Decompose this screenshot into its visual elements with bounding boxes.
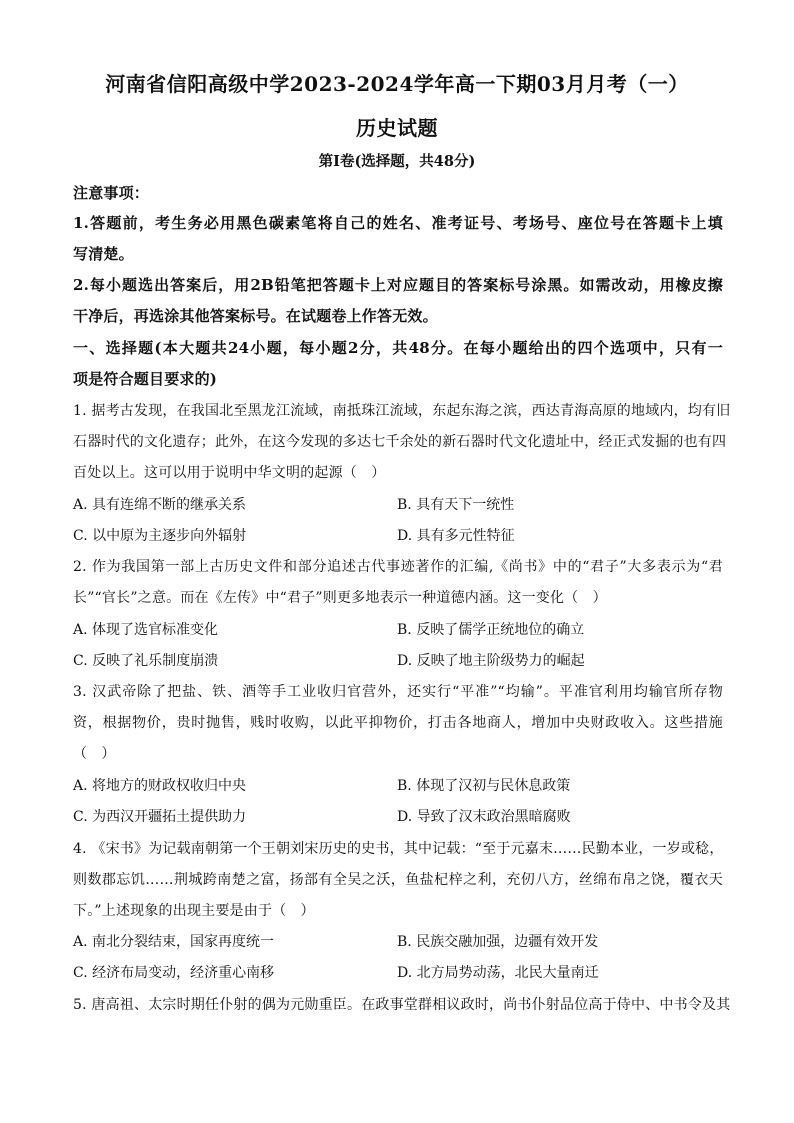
question-2-option-b: B. 反映了儒学正统地位的确立 — [397, 622, 585, 638]
question-1-line-1: 1. 据考古发现，在我国北至黑龙江流域，南抵珠江流域，东起东海之滨，西达青海高原的地域内，均有旧 — [73, 403, 731, 419]
volume-label: 第Ⅰ卷(选择题，共48分) — [318, 153, 476, 170]
question-1-option-a: A. 具有连绵不断的继承关系 — [73, 497, 247, 513]
question-4-line-3: 下。”上述现象的出现主要是由于（ ） — [73, 903, 315, 919]
question-1-option-b: B. 具有天下一统性 — [397, 497, 515, 513]
exam-title: 河南省信阳高级中学2023-2024学年高一下期03月月考（一） — [105, 72, 689, 96]
question-3-option-a: A. 将地方的财政权收归中央 — [73, 778, 247, 794]
question-3-option-c: C. 为西汉开疆拓土提供助力 — [73, 809, 247, 825]
question-4-option-c: C. 经济布局变动，经济重心南移 — [73, 965, 275, 981]
question-4-option-a: A. 南北分裂结束，国家再度统一 — [73, 934, 275, 950]
notes-item-1-line-2: 写清楚。 — [73, 245, 134, 263]
question-4-option-d: D. 北方局势动荡，北民大量南迁 — [397, 965, 599, 981]
exam-subject: 历史试题 — [356, 116, 438, 140]
question-2-option-d: D. 反映了地主阶级势力的崛起 — [397, 653, 585, 669]
question-1-option-c: C. 以中原为主逐步向外辐射 — [73, 528, 247, 544]
question-4-line-2: 则数郡忘饥……荆城跨南楚之富，扬部有全吴之沃，鱼盐杞梓之利，充仞八方，丝绵布帛之饶，覆衣天 — [73, 872, 723, 888]
notes-heading: 注意事项： — [73, 184, 150, 202]
notes-item-2-line-1: 2.每小题选出答案后，用2B铅笔把答题卡上对应题目的答案标号涂黑。如需改动，用橡皮擦 — [73, 276, 723, 294]
section-instruction-line-2: 项是符合题目要求的) — [73, 370, 218, 388]
section-instruction-line-1: 一、选择题(本大题共24小题，每小题2分，共48分。在每小题给出的四个选项中，只有一 — [73, 339, 723, 357]
question-3-option-b: B. 体现了汉初与民休息政策 — [397, 778, 571, 794]
question-1-line-3: 百处以上。这可以用于说明中华文明的起源（ ） — [73, 465, 386, 481]
question-4-option-b: B. 民族交融加强，边疆有效开发 — [397, 934, 599, 950]
question-3-line-1: 3. 汉武帝除了把盐、铁、酒等手工业收归官营外，还实行“平准”“均输”。平准官利用均输官所存物 — [73, 684, 723, 700]
question-1-option-d: D. 具有多元性特征 — [397, 528, 515, 544]
question-5-line-1: 5. 唐高祖、太宗时期任仆射的偶为元勋重臣。在政事堂群相议政时，尚书仆射品位高于侍中、中书令及其 — [73, 997, 731, 1013]
question-3-line-2: 资，根据物价，贵时抛售，贱时收购，以此平抑物价，打击各地商人，增加中央财政收入。这些措施 — [73, 715, 723, 731]
question-3-option-d: D. 导致了汉末政治黑暗腐败 — [397, 809, 571, 825]
question-4-line-1: 4. 《宋书》为记载南朝第一个王朝刘宋历史的史书，其中记载：“至于元嘉末……民勤本业，一岁或稔， — [73, 841, 724, 857]
notes-item-1-line-1: 1.答题前，考生务必用黑色碳素笔将自己的姓名、准考证号、考场号、座位号在答题卡上填 — [73, 214, 723, 232]
question-2-option-a: A. 体现了选官标准变化 — [73, 622, 219, 638]
notes-item-2-line-2: 干净后，再选涂其他答案标号。在试题卷上作答无效。 — [73, 307, 438, 325]
question-2-line-1: 2. 作为我国第一部上古历史文件和部分追述古代事迹著作的汇编,《尚书》中的“君子”大多表示为“君 — [73, 559, 723, 575]
question-3-line-3: （ ） — [73, 746, 116, 762]
question-2-line-2: 长”“官长”之意。而在《左传》中“君子”则更多地表示一种道德内涵。这一变化（ ） — [73, 590, 607, 606]
question-2-option-c: C. 反映了礼乐制度崩溃 — [73, 653, 219, 669]
question-1-line-2: 石器时代的文化遗存；此外，在这今发现的多达七千余处的新石器时代文化遗址中，经正式发掘的也有四 — [73, 434, 727, 450]
